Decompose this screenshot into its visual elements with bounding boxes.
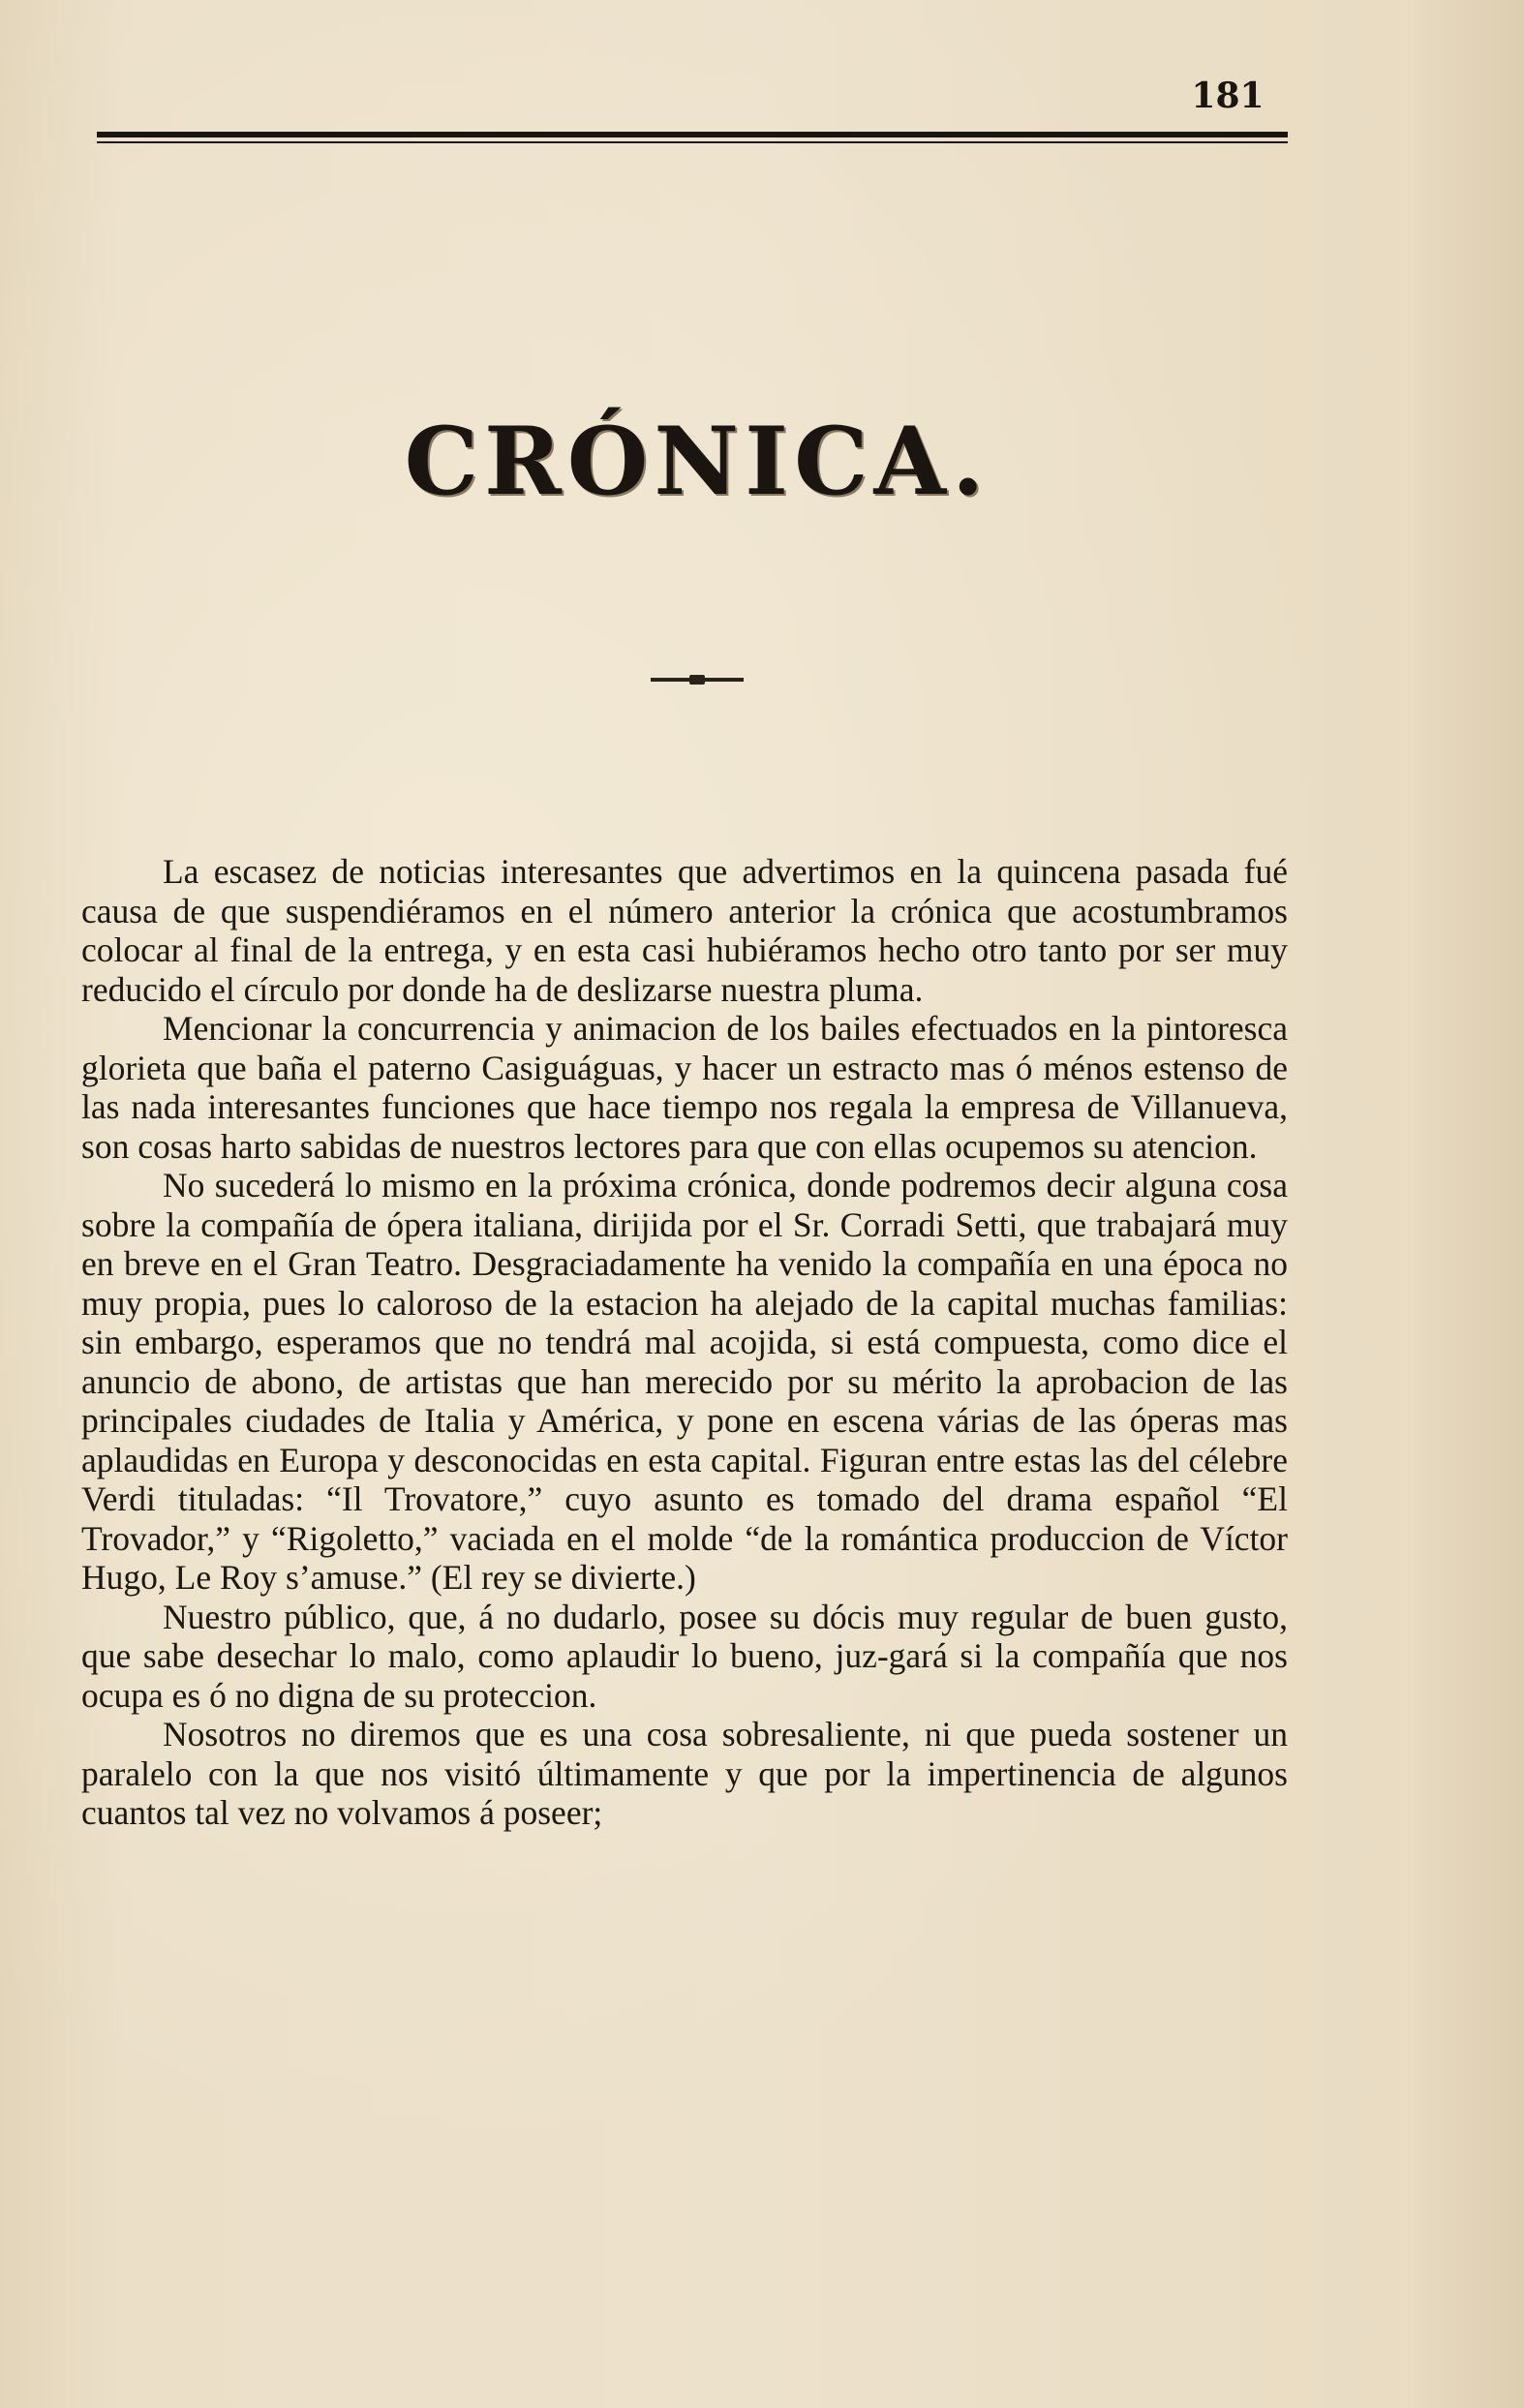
article-body — [81, 852, 1288, 1833]
section-title: CRÓNICA. — [404, 407, 991, 516]
page-number: 181 — [1191, 76, 1265, 116]
paragraph: No sucederá lo mismo en la próxima crónica, donde podremos decir alguna cosa sobre la compañía de ópera italiana, dirijida por el Sr. Corradi Setti, que trabajará muy en breve en el Gran Teatro. Desgraciadamente ha venido la compañía en una época no muy propia, pues lo caloroso de la estacion ha alejado de la capital muchas familias: sin embargo, esperamos que no tendrá mal acojida, si está compuesta, como dice el anuncio de abono, de artistas que han merecido por su mérito la aprobacion de las principales ciudades de Italia y América, y pone en escena várias de las óperas mas aplaudidas en Europa y desconocidas en esta capital. Figuran entre estas las del célebre Verdi tituladas: “Il Trovatore,” cuyo asunto es tomado del drama español “El Trovador,” y “Rigoletto,” vaciada en el molde “de la romántica produccion de Víctor Hugo, Le Roy s’amuse.” (El rey se divierte.) — [81, 1166, 1288, 1597]
title-ornament — [651, 678, 744, 682]
paragraph: Mencionar la concurrencia y animacion de los bailes efectuados en la pintoresca glorieta que baña el paterno Casiguáguas, y hacer un estracto mas ó ménos estenso de las nada interesantes funciones que hace tiempo nos regala la empresa de Villanueva, son cosas harto sabidas de nuestros lectores para que con ellas ocupemos su atencion. — [81, 1009, 1288, 1166]
paragraph: La escasez de noticias interesantes que advertimos en la quincena pasada fué causa de que suspendiéramos en el número anterior la crónica que acostumbramos colocar al final de la entrega, y en esta casi hubiéramos hecho otro tanto por ser muy reducido el círculo por donde ha de deslizarse nuestra pluma. — [81, 852, 1288, 1009]
paragraph: Nosotros no diremos que es una cosa sobresaliente, ni que pueda sostener un paralelo con la que nos visitó últimamente y que por la impertinencia de algunos cuantos tal vez no volvamos á poseer; — [81, 1715, 1288, 1832]
header-rule — [97, 132, 1288, 143]
paragraph: Nuestro público, que, á no dudarlo, posee su dócis muy regular de buen gusto, que sabe desechar lo malo, como aplaudir lo bueno, juz-gará si la compañía que nos ocupa es ó no digna de su proteccion. — [81, 1597, 1288, 1715]
